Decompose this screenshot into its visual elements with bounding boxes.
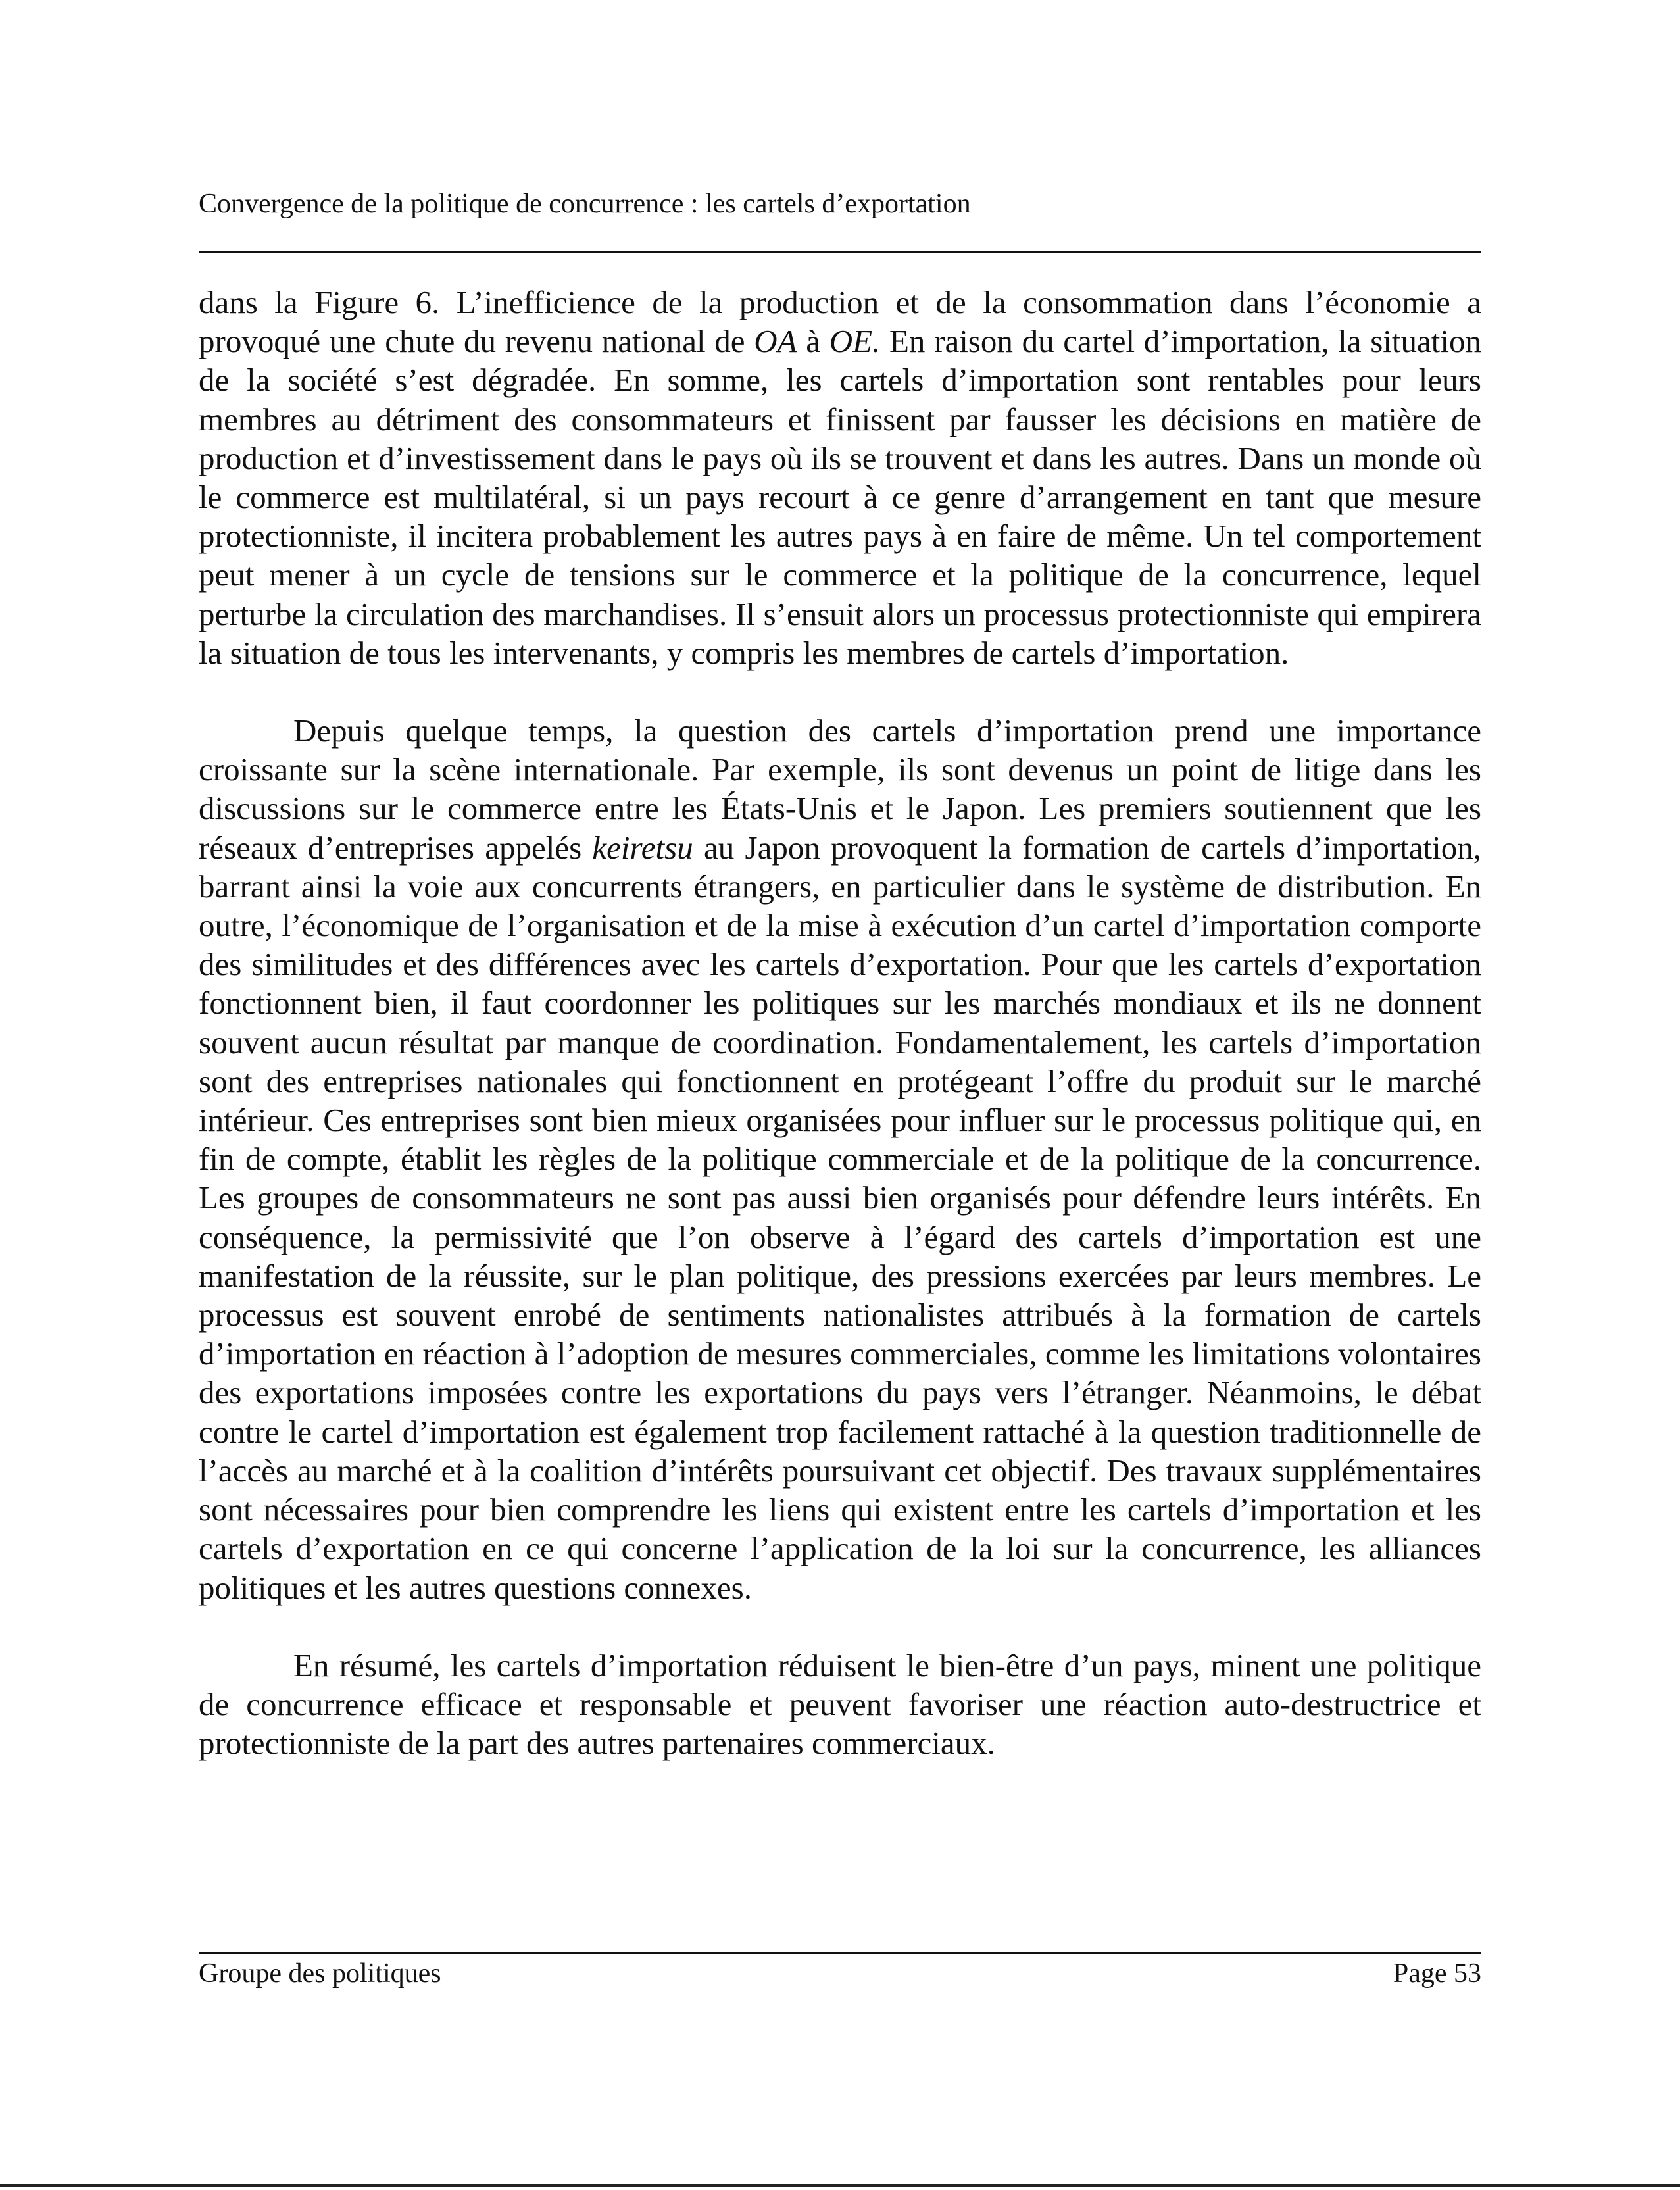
body-text <box>199 283 1481 1762</box>
scan-bottom-edge <box>0 2184 1680 2187</box>
paragraph-1-text-a: dans la Figure 6. L’inefficience de la production et de la consommation dans l’économie a provoqué une chute du revenu national de <box>199 284 1481 360</box>
page-number: Page 53 <box>1393 1958 1481 1989</box>
paragraph-2-text-a: Depuis quelque temps, la question des cartels d’importation prend une importance croissante sur la scène internationale. Par exemple, ils sont devenus un point de litige dans les discussions sur le commerce entre les États-Unis et le Japon. Les premiers soutiennent que les réseaux d’entreprises appelés <box>199 712 1481 866</box>
paragraph-1-text-b: à <box>797 323 829 360</box>
header-rule <box>199 251 1481 253</box>
paragraph-1-text-c: En raison du cartel d’importation, la situation de la société s’est dégradée. En somme, les cartels d’importation sont rentables pour leurs membres au détriment des consommateurs et finissent par fausser les décisions en matière de production et d’investissement dans le pays où ils se trouvent et dans les autres. Dans un monde où le commerce est multilatéral, si un pays recourt à ce genre d’arrangement en tant que mesure protectionniste, il incitera probablement les autres pays à en faire de même. Un tel comportement peut mener à un cycle de tensions sur le commerce et la politique de la concurrence, lequel perturbe la circulation des marchandises. Il s’ensuit alors un processus protectionniste qui empirera la situation de tous les intervenants, y compris les membres de cartels d’importation. <box>199 323 1482 671</box>
paragraph-1 <box>199 283 1481 672</box>
footer-organization: Groupe des politiques <box>199 1958 441 1989</box>
paragraph-2-italic-keiretsu: keiretsu <box>592 829 693 866</box>
paragraph-2-text-b: au Japon provoquent la formation de cartels d’importation, barrant ainsi la voie aux concurrents étrangers, en particulier dans le système de distribution. En outre, l’économique de l’organisation et de la mise à exécution d’un cartel d’importation comporte des similitudes et des différences avec les cartels d’exportation. Pour que les cartels d’exportation fonctionnent bien, il faut coordonner les politiques sur les marchés mondiaux et ils ne donnent souvent aucun résultat par manque de coordination. Fondamentalement, les cartels d’importation sont des entreprises nationales qui fonctionnent en protégeant l’offre du produit sur le marché intérieur. Ces entreprises sont bien mieux organisées pour influer sur le processus politique qui, en fin de compte, établit les règles de la politique commerciale et de la politique de la concurrence. Les groupes de consommateurs ne sont pas aussi bien organisés pour défendre leurs intérêts. En conséquence, la permissivité que l’on observe à l’égard des cartels d’importation est une manifestation de la réussite, sur le plan politique, des pressions exercées par leurs membres. Le processus est souvent enrobé de sentiments nationalistes attribués à la formation de cartels d’importation en réaction à l’adoption de mesures commerciales, comme les limitations volontaires des exportations imposées contre les exportations du pays vers l’étranger. Néanmoins, le débat contre le cartel d’importation est également trop facilement rattaché à la question traditionnelle de l’accès au marché et à la coalition d’intérêts poursuivant cet objectif. Des travaux supplémentaires sont nécessaires pour bien comprendre les liens qui existent entre les cartels d’importation et les cartels d’exportation en ce qui concerne l’application de la loi sur la concurrence, les alliances politiques et les autres questions connexes. <box>199 829 1481 1606</box>
running-header: Convergence de la politique de concurrence : les cartels d’exportation <box>199 189 971 219</box>
paragraph-2 <box>199 711 1481 1607</box>
paragraph-3 <box>199 1646 1481 1763</box>
page-footer <box>199 1954 1481 1993</box>
paragraph-1-italic-oa: OA <box>754 323 797 360</box>
paragraph-3-text: En résumé, les cartels d’importation réduisent le bien-être d’un pays, minent une politique de concurrence efficace et responsable et peuvent favoriser une réaction auto-destructrice et protectionniste de la part des autres partenaires commerciaux. <box>199 1647 1481 1762</box>
paragraph-1-italic-oe: OE. <box>829 323 881 360</box>
